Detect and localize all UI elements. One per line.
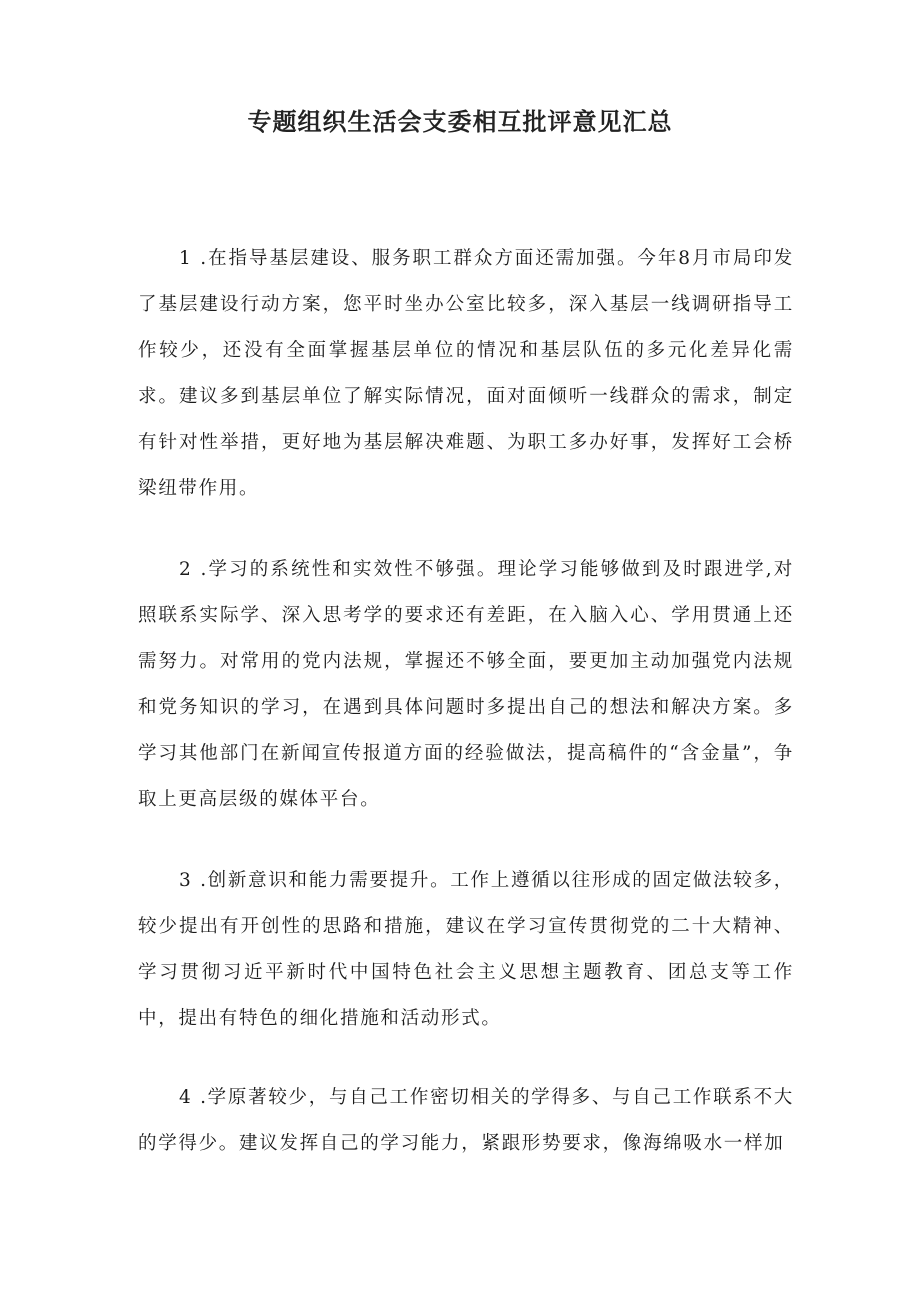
paragraph-4: 4 .学原著较少，与自己工作密切相关的学得多、与自己工作联系不大的学得少。建议发挥自己的学习能力，紧跟形势要求，像海绵吸水一样加 [138,1087,794,1154]
paragraph-2: 2 .学习的系统性和实效性不够强。理论学习能够做到及时跟进学,对照联系实际学、深入思考学的要求还有差距，在入脑入心、学用贯通上还需努力。对常用的党内法规，掌握还不够全面，要更加主动加强党内法规和党务知识的学习，在遇到具体问题时多提出自己的想法和解决方案。多学习其他部门在新闻宣传报道方面的经验做法，提高稿件的“含金量”，争取上更高层级的媒体平台。 [138,559,794,810]
document-title: 专题组织生活会支委相互批评意见汇总 [247,108,673,136]
paragraph-1: 1 .在指导基层建设、服务职工群众方面还需加强。今年8月市局印发了基层建设行动方案，您平时坐办公室比较多，深入基层一线调研指导工作较少，还没有全面掌握基层单位的情况和基层队伍的多元化差异化需求。建议多到基层单位了解实际情况，面对面倾听一线群众的需求，制定有针对性举措，更好地为基层解决难题、为职工多办好事，发挥好工会桥梁纽带作用。 [138,248,794,499]
paragraph-3: 3 .创新意识和能力需要提升。工作上遵循以往形成的固定做法较多，较少提出有开创性的思路和措施，建议在学习宣传贯彻党的二十大精神、学习贯彻习近平新时代中国特色社会主义思想主题教育、团总支等工作中，提出有特色的细化措施和活动形式。 [138,870,794,1029]
